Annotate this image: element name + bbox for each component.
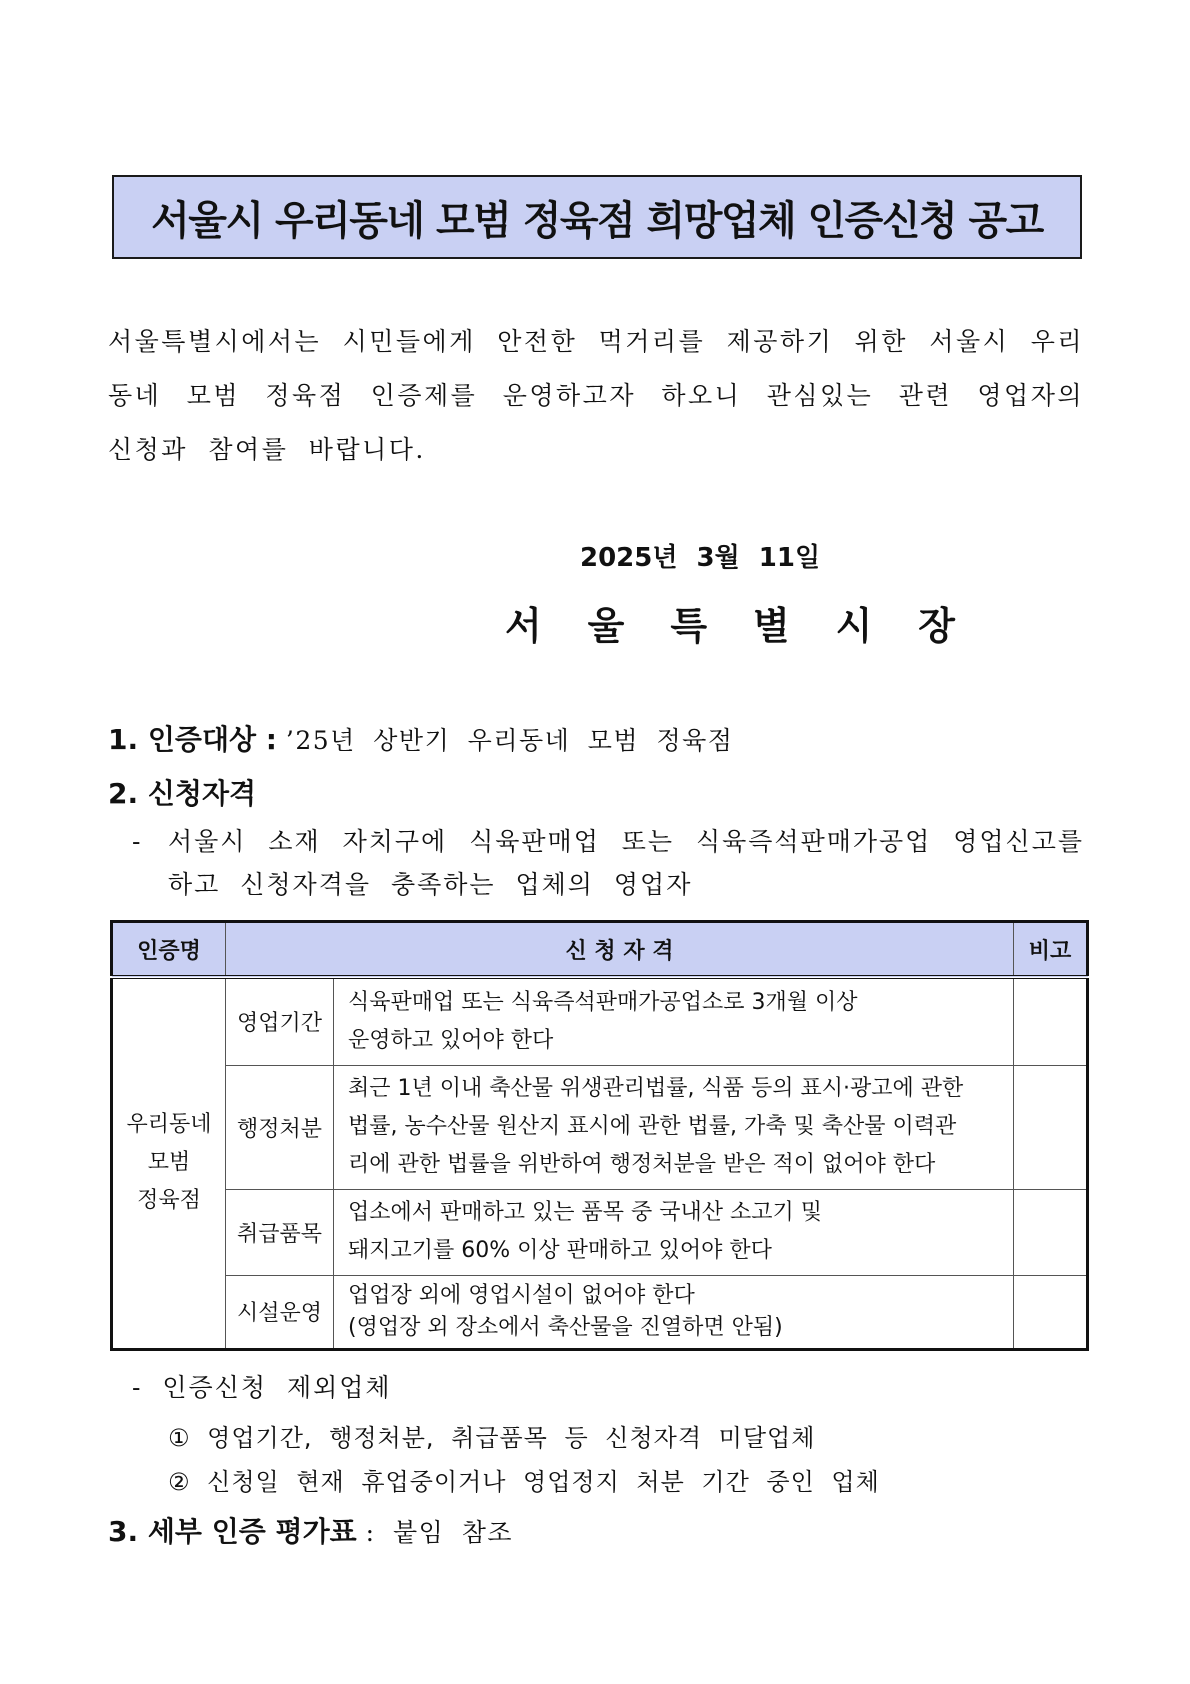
intro-paragraph: 서울특별시에서는 시민들에게 안전한 먹거리를 제공하기 위한 서울시 우리동네 모범 정육점 인증제를 운영하고자 하오니 관심있는 관련 영업자의 신청과 참여를 바랍니다. <box>108 327 1084 464</box>
desc-cell <box>334 1065 1014 1189</box>
note-cell <box>1014 1275 1088 1349</box>
desc-line: 돼지고기를 60% 이상 판매하고 있어야 한다 <box>348 1238 772 1263</box>
table-row <box>112 977 1088 1065</box>
cert-name-line: 정육점 <box>137 1188 201 1214</box>
table-row <box>112 1189 1088 1275</box>
issuer-char: 장 <box>918 604 955 648</box>
cert-name-line: 모범 <box>147 1150 191 1176</box>
desc-cell <box>334 1275 1014 1349</box>
desc-line: 법률, 농수산물 원산지 표시에 관한 법률, 가축 및 축산물 이력관 <box>348 1114 957 1139</box>
desc-line: 최근 1년 이내 축산물 위생관리법률, 식품 등의 표시·광고에 관한 <box>348 1076 964 1101</box>
item-cell: 시설운영 <box>226 1275 334 1349</box>
section-3-text: : 붙임 참조 <box>365 1518 514 1547</box>
notice-date: 2025년 3월 11일 <box>580 543 821 573</box>
notice-title: 서울시 우리동네 모범 정육점 희망업체 인증신청 공고 <box>112 175 1082 259</box>
item-cell: 영업기간 <box>226 977 334 1065</box>
table-row <box>112 1275 1088 1349</box>
requirement-text: 서울시 소재 자치구에 식육판매업 또는 식육즉석판매가공업 영업신고를 하고 신청자격을 충족하는 업체의 영업자 <box>168 827 1084 899</box>
exclusion-label: - 인증신청 제외업체 <box>132 1373 392 1402</box>
section-2 <box>108 772 256 812</box>
desc-line: 식육판매업 또는 식육즉석판매가공업소로 3개월 이상 <box>348 989 858 1015</box>
section-1-label: 1. 인증대상 : <box>108 723 278 756</box>
desc-line: 업업장 외에 영업시설이 없어야 한다 <box>348 1282 695 1308</box>
header-note: 비고 <box>1014 922 1088 978</box>
cert-name-line: 우리동네 <box>126 1112 212 1138</box>
item-cell: 취급품목 <box>226 1189 334 1275</box>
issuer <box>505 595 955 650</box>
section-2-requirement <box>132 820 1084 906</box>
desc-cell <box>334 1189 1014 1275</box>
header-cert-name: 인증명 <box>112 922 226 978</box>
section-1 <box>108 718 733 758</box>
note-cell <box>1014 977 1088 1065</box>
issuer-char: 별 <box>752 604 790 648</box>
desc-line: 운영하고 있어야 한다 <box>348 1027 554 1053</box>
note-cell <box>1014 1065 1088 1189</box>
issuer-char: 특 <box>670 604 708 648</box>
section-2-label: 2. 신청자격 <box>108 777 257 810</box>
desc-cell <box>334 977 1014 1065</box>
section-3 <box>108 1510 513 1550</box>
issuer-char: 울 <box>587 604 625 648</box>
dash-marker: - <box>132 827 143 856</box>
table-header-row <box>112 922 1088 978</box>
cert-name-cell <box>112 977 226 1349</box>
desc-line: 업소에서 판매하고 있는 품목 중 국내산 소고기 및 <box>348 1200 822 1225</box>
issuer-char: 서 <box>505 604 542 648</box>
note-cell <box>1014 1189 1088 1275</box>
desc-line: (영업장 외 장소에서 축산물을 진열하면 안됨) <box>348 1314 783 1340</box>
table-row <box>112 1065 1088 1189</box>
section-3-label: 3. 세부 인증 평가표 <box>108 1515 357 1548</box>
issuer-char: 시 <box>835 604 873 648</box>
qualification-table <box>110 920 1089 1351</box>
section-1-text: ’25년 상반기 우리동네 모범 정육점 <box>285 726 734 755</box>
item-cell: 행정처분 <box>226 1065 334 1189</box>
exclusion-item: ② 신청일 현재 휴업중이거나 영업정지 처분 기간 중인 업체 <box>168 1468 880 1496</box>
desc-line: 리에 관한 법률을 위반하여 행정처분을 받은 적이 없어야 한다 <box>348 1152 936 1177</box>
exclusion-item: ① 영업기간, 행정처분, 취급품목 등 신청자격 미달업체 <box>168 1424 816 1452</box>
header-qualification: 신 청 자 격 <box>226 922 1014 978</box>
